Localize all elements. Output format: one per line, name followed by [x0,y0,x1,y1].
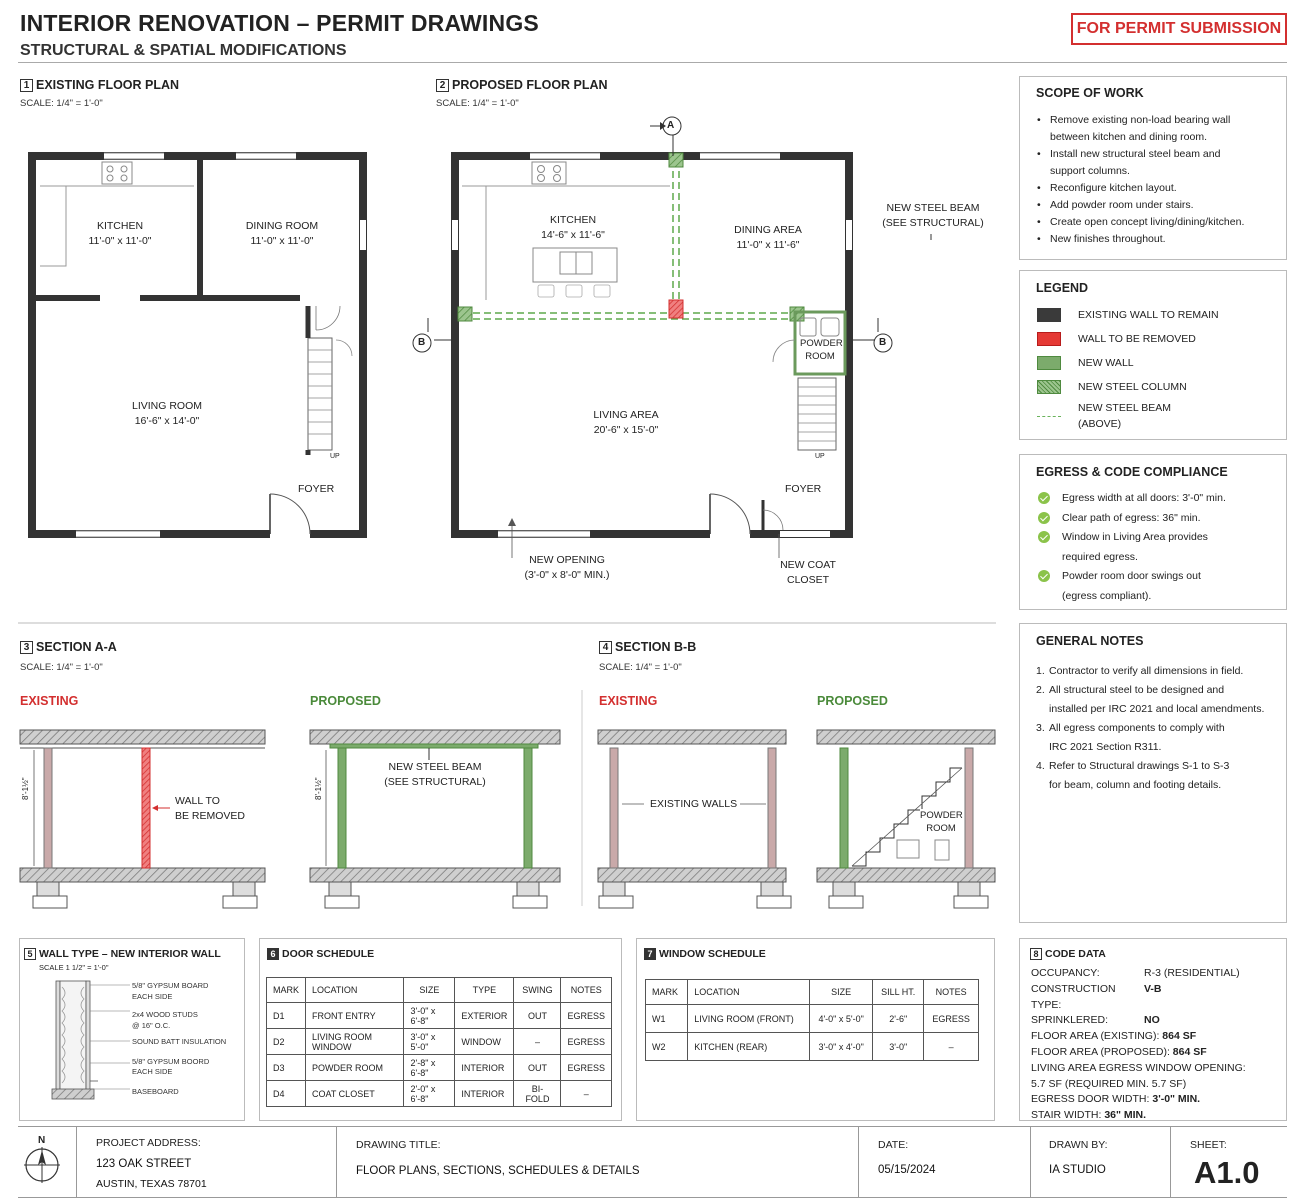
table-row: W1 LIVING ROOM (FRONT) 4'-0" x 5'-0" 2'-6" EGRESS [646,1005,979,1033]
table-row: D4 COAT CLOSET 2'-0" x 6'-8" INTERIOR BI-FOLD – [267,1081,612,1107]
window-schedule-heading: 7 WINDOW SCHEDULE [644,948,766,960]
egress-title: EGRESS & CODE COMPLIANCE [1036,465,1228,479]
new-wall-swatch [1037,356,1061,370]
legend-items [1037,303,1219,433]
code-data-list: OCCUPANCY: R-3 (RESIDENTIAL) CONSTRUCTION TYPE: V-B SPRINKLERED: NO FLOOR AREA (EXISTING): 864 SF FLOOR AREA (PROPOSED): 864 SF LIVING AREA EGRESS WINDOW OPENING: 5.7 SF (REQUIRED MIN. 5.7 SF) EGRESS DOOR WIDTH: 3'-0" MIN. STAIR WIDTH: 36" MIN. [1031,967,1246,1122]
height-dimension-proposed: 8'-1½" [314,777,323,800]
scope-title: SCOPE OF WORK [1036,86,1144,100]
powder-room-section-label: POWDER ROOM [920,810,963,834]
egress-panel [1019,454,1287,610]
scope-item: • Create open concept living/dining/kitchen. [1037,214,1282,231]
wall-layer-leaders [90,979,132,1099]
address-line-1: 123 OAK STREET [96,1158,192,1170]
note-item: 3. All egress components to comply with IRC 2021 Section R311. [1036,722,1225,753]
table-row: W2 KITCHEN (REAR) 3'-0" x 4'-0" 3'-0" – [646,1033,979,1061]
section-bb-heading: 4 SECTION B-B [599,640,696,654]
existing-wall-swatch [1037,308,1061,322]
sheet-subtitle: STRUCTURAL & SPATIAL MODIFICATIONS [20,42,347,59]
north-arrow-icon [24,1147,60,1183]
north-label: N [38,1135,46,1146]
table-row: D1 FRONT ENTRY 3'-0" x 6'-8" EXTERIOR OUT EGRESS [267,1003,612,1029]
section-aa-scale: SCALE: 1/4" = 1'-0" [20,662,103,673]
new-opening-callout: NEW OPENING (3'-0" x 8'-0" MIN.) [524,554,610,581]
date-label: DATE: [878,1139,909,1151]
scope-item: • Install new structural steel beam and support columns. [1037,146,1282,180]
table-header-row: MARK LOCATION SIZE SILL HT. NOTES [646,980,979,1005]
note-item: 4. Refer to Structural drawings S-1 to S-3 for beam, column and footing details. [1036,760,1230,791]
general-notes-panel [1019,623,1287,923]
wall-type-heading: 5 WALL TYPE – NEW INTERIOR WALL [24,948,221,960]
table-row: D3 POWDER ROOM 2'-8" x 6'-8" INTERIOR OUT EGRESS [267,1055,612,1081]
foyer-label-existing: FOYER [298,483,335,495]
proposed-plan-heading: 2 PROPOSED FLOOR PLAN [436,78,608,92]
section-aa-proposed [310,730,560,908]
section-bb-proposed-label: PROPOSED [817,694,888,708]
table-row: D2 LIVING ROOM WINDOW 3'-0" x 5'-0" WINDOW – EGRESS [267,1029,612,1055]
steel-beam-swatch [1037,416,1061,417]
egress-item: Powder room door swings out (egress compliant). [1036,567,1281,606]
stair-up-label-proposed: UP [815,453,825,460]
room-label-living-existing: LIVING ROOM 16'-6" x 14'-0" [131,400,202,427]
title-block [18,1126,1287,1198]
legend-panel [1019,270,1287,440]
legend-title: LEGEND [1036,281,1089,295]
scope-list [1037,112,1282,248]
existing-floor-plan [32,153,363,537]
address-label: PROJECT ADDRESS: [96,1137,201,1149]
window-schedule-table [645,979,979,1061]
existing-plan-heading: 1 EXISTING FLOOR PLAN [20,78,179,92]
coat-closet-callout: NEW COAT CLOSET [780,559,836,586]
table-header-row: MARK LOCATION SIZE TYPE SWING NOTES [267,978,612,1003]
section-marker-b-right: B [879,337,887,348]
notes-title: GENERAL NOTES [1036,634,1144,648]
wall-type-layers: 5/8" GYPSUM BOARD EACH SIDE 2x4 WOOD STUDS @ 16" O.C. SOUND BATT INSULATION 5/8" GYPSUM BOORD EACH SIDE BASEBOARD [132,981,227,1096]
notes-list [1036,662,1284,795]
egress-item: Clear path of egress: 36" min. [1036,509,1281,529]
section-aa-existing-label: EXISTING [20,694,79,708]
wall-type-panel [19,938,245,1121]
section-bb-proposed [817,730,995,908]
proposed-plan-scale: SCALE: 1/4" = 1'-0" [436,98,519,109]
wall-removed-callout: WALL TO BE REMOVED [175,795,246,822]
egress-list [1036,489,1281,606]
check-icon [1038,512,1050,524]
scope-item: • Reconfigure kitchen layout. [1037,180,1282,197]
drawing-title-label: DRAWING TITLE: [356,1139,441,1151]
section-marker-a: A [667,120,675,131]
beam-callout-section: NEW STEEL BEAM (SEE STRUCTURAL) [384,761,486,788]
code-data-panel [1019,938,1287,1121]
code-data-heading: 8 CODE DATA [1030,948,1106,960]
scope-item: • Add powder room under stairs. [1037,197,1282,214]
scope-item: • Remove existing non-load bearing wall between kitchen and dining room. [1037,112,1282,146]
note-item: 1. Contractor to verify all dimensions in field. [1036,665,1244,677]
sheet-title: INTERIOR RENOVATION – PERMIT DRAWINGS [20,10,539,36]
powder-room-label: POWDER ROOM [800,338,843,362]
check-icon [1038,492,1050,504]
room-label-living-proposed: LIVING AREA 20'-6" x 15'-0" [593,409,659,436]
section-bb-existing [598,730,791,908]
note-item: 2. All structural steel to be designed and installed per IRC 2021 and local amendments. [1036,684,1265,715]
legend-item-new-wall: NEW WALL [1037,351,1219,375]
check-icon [1038,531,1050,543]
room-label-dining-existing: DINING ROOM 11'-0" x 11'-0" [245,220,319,247]
removed-wall-swatch [1037,332,1061,346]
wall-type-scale: SCALE 1 1/2" = 1'-0" [39,963,109,972]
existing-plan-scale: SCALE: 1/4" = 1'-0" [20,98,103,109]
door-schedule-table [266,977,612,1107]
section-aa-proposed-label: PROPOSED [310,694,381,708]
permit-stamp: FOR PERMIT SUBMISSION [1071,13,1287,45]
legend-item-existing-wall: EXISTING WALL TO REMAIN [1037,303,1219,327]
window-schedule-panel [636,938,995,1121]
legend-item-wall-removed: WALL TO BE REMOVED [1037,327,1219,351]
existing-walls-callout: EXISTING WALLS [650,798,738,810]
check-icon [1038,570,1050,582]
drawing-title-value: FLOOR PLANS, SECTIONS, SCHEDULES & DETAILS [356,1165,640,1177]
room-label-kitchen-existing: KITCHEN 11'-0" x 11'-0" [88,220,152,247]
section-bb-existing-label: EXISTING [599,694,658,708]
section-marker-b-left: B [418,337,426,348]
steel-column-swatch [1037,380,1061,394]
foyer-label-proposed: FOYER [785,483,822,495]
sheet-label: SHEET: [1190,1139,1227,1151]
address-line-2: AUSTIN, TEXAS 78701 [96,1178,207,1190]
egress-item: Egress width at all doors: 3'-0" min. [1036,489,1281,509]
legend-item-steel-column: NEW STEEL COLUMN [1037,375,1219,399]
scope-item: • New finishes throughout. [1037,231,1282,248]
drawn-by-label: DRAWN BY: [1049,1139,1108,1151]
room-label-dining-proposed: DINING AREA 11'-0" x 11'-6" [734,224,802,251]
height-dimension-existing: 8'-1½" [21,777,30,800]
room-label-kitchen-proposed: KITCHEN 14'-6" x 11'-6" [541,214,605,241]
section-bb-scale: SCALE: 1/4" = 1'-0" [599,662,682,673]
door-schedule-heading: 6 DOOR SCHEDULE [267,948,374,960]
sheet-number: A1.0 [1194,1155,1260,1190]
beam-callout-plan: NEW STEEL BEAM (SEE STRUCTURAL) [882,202,984,229]
date-value: 05/15/2024 [878,1164,936,1176]
door-schedule-panel [259,938,622,1121]
drawn-by-value: IA STUDIO [1049,1164,1106,1176]
egress-item: Window in Living Area provides required egress. [1036,528,1281,567]
proposed-floor-plan [413,117,931,558]
section-aa-heading: 3 SECTION A-A [20,640,117,654]
scope-of-work-panel [1019,76,1287,260]
stair-up-label-existing: UP [330,453,340,460]
legend-item-steel-beam: NEW STEEL BEAM (ABOVE) [1037,399,1219,433]
